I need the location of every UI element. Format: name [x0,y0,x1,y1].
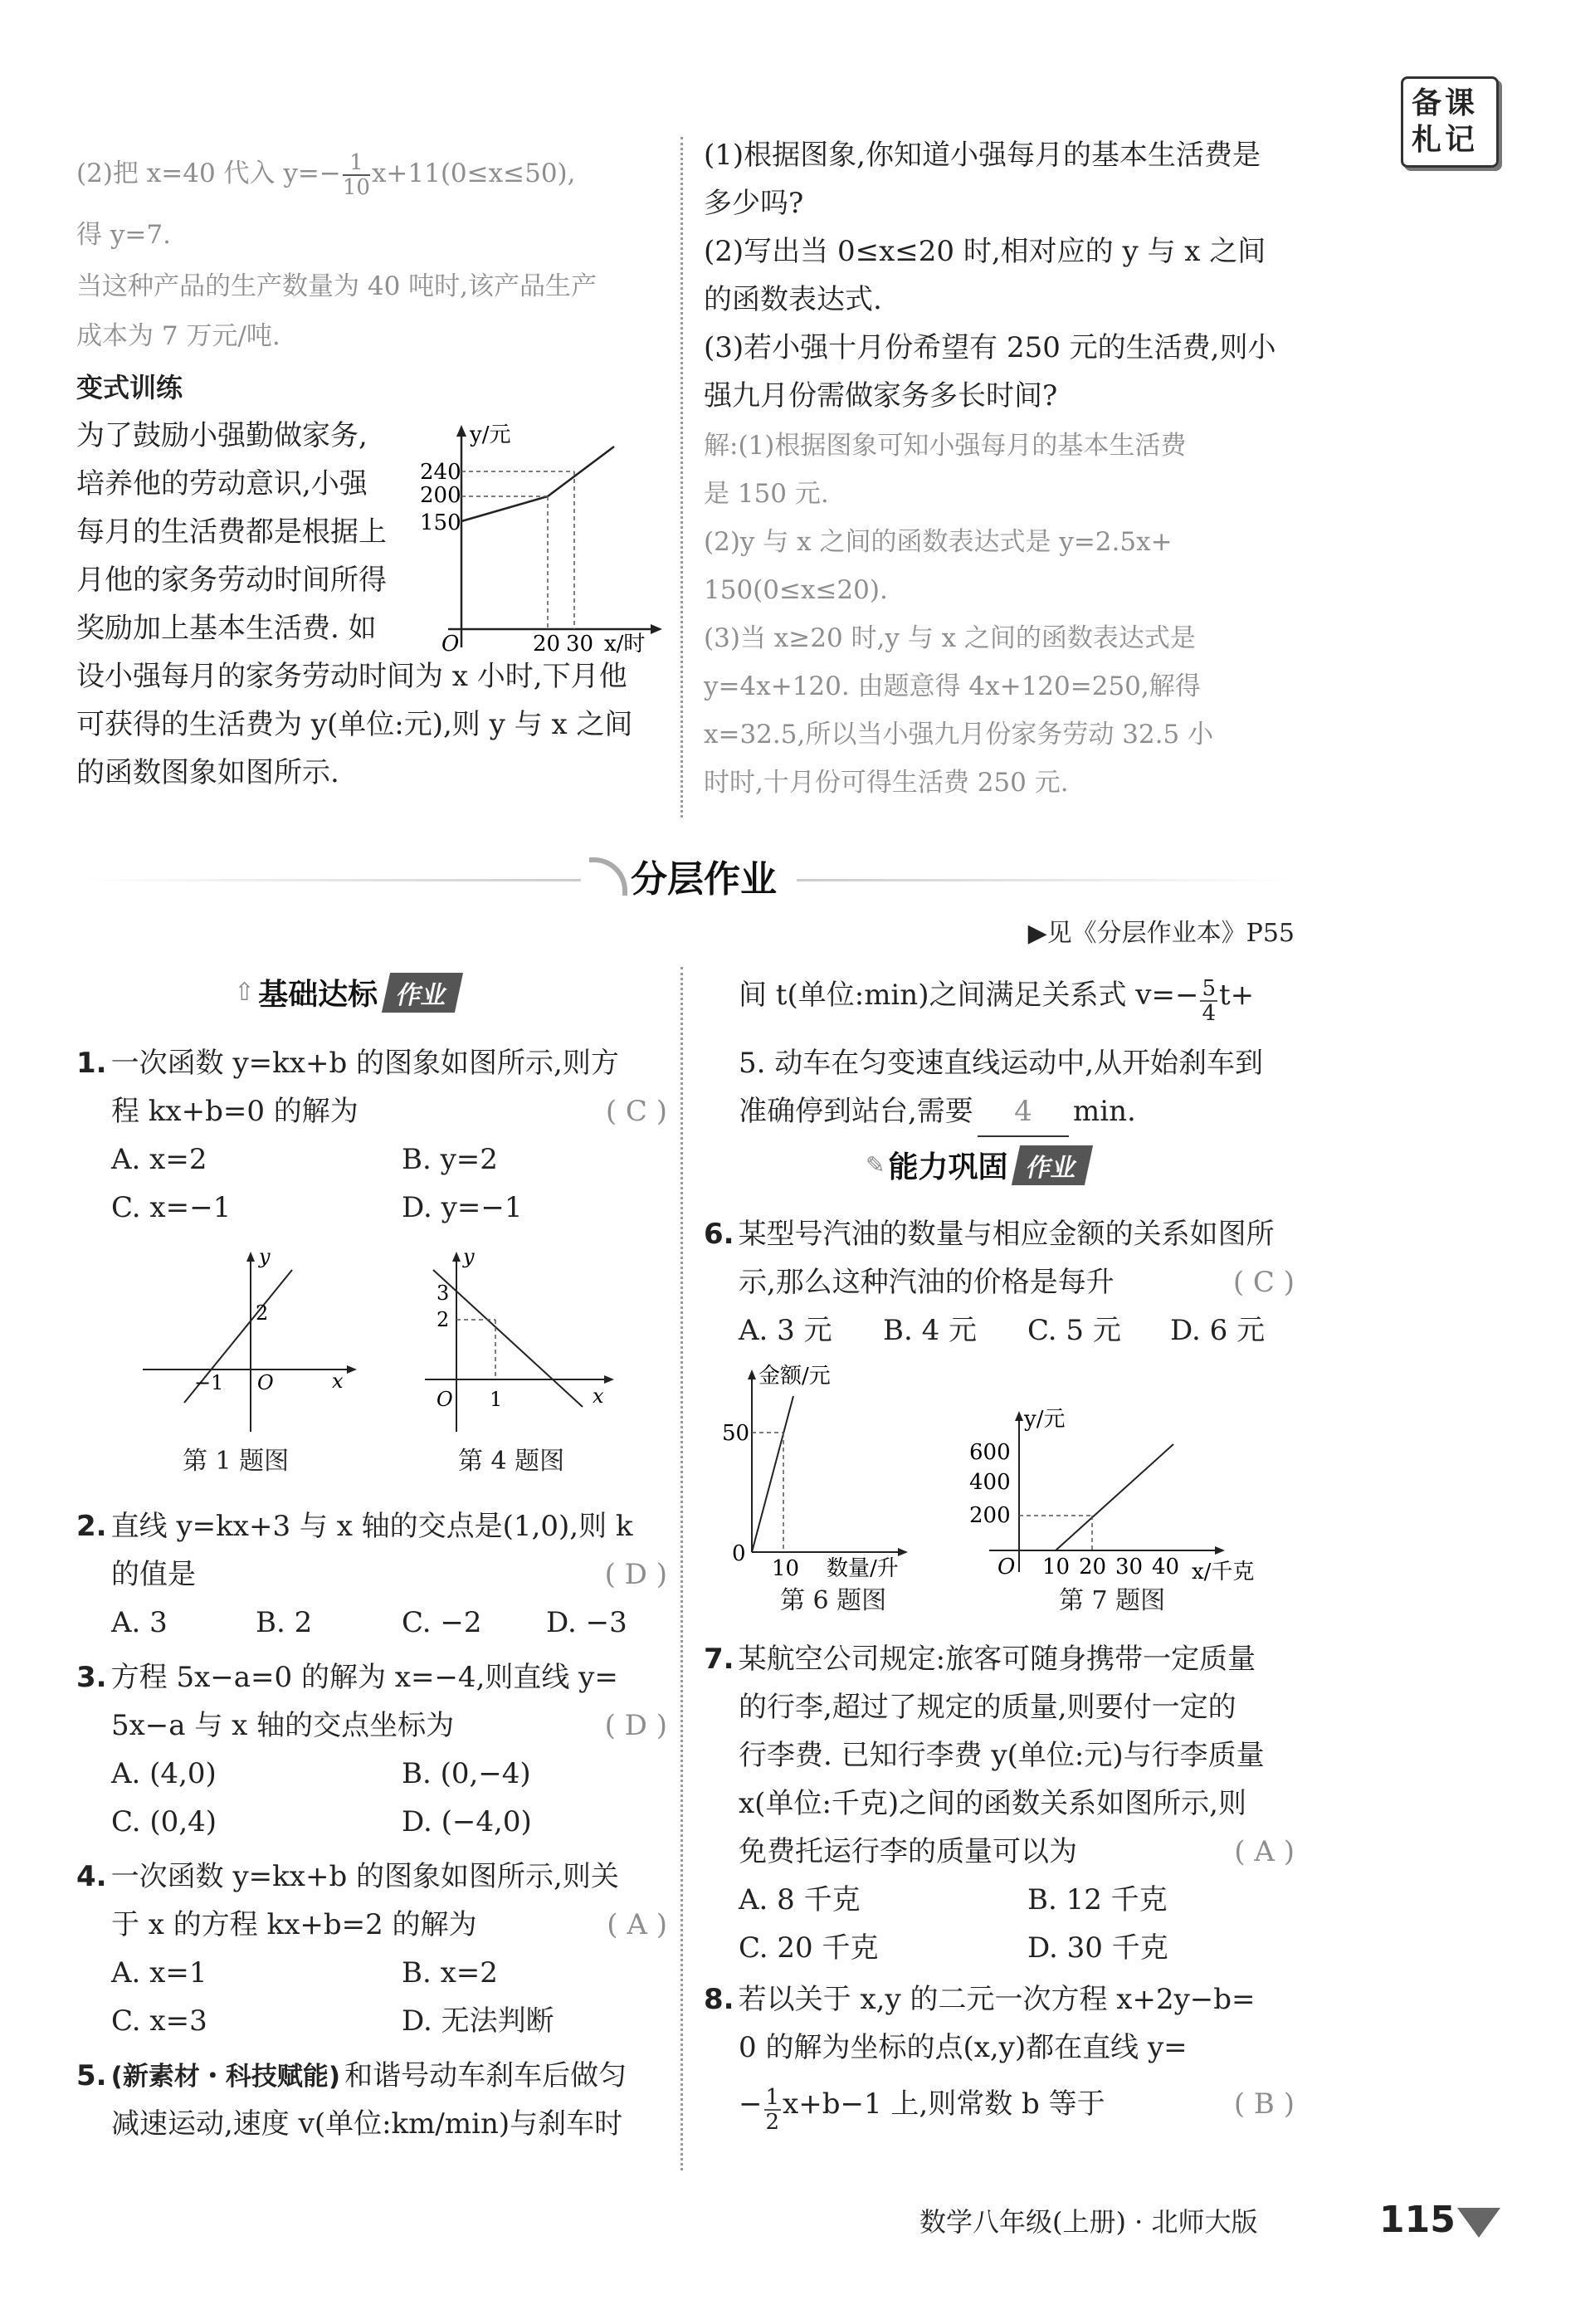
question-number: 7. [704,1643,734,1676]
question-number: 1. [76,1047,107,1080]
basic-section-label [234,971,459,1013]
answer-bracket: ( D ) [604,1558,667,1591]
fraction: $\frac{5}{4}$ [1202,975,1217,1026]
fraction: $\frac{1}{10}$ [342,149,370,200]
x-axis-label: x/千克 [1192,1560,1255,1582]
answer-line: 是 150 元. [704,479,829,509]
answer-bracket: ( C ) [605,1095,667,1128]
answer-blank: 4 [978,1087,1069,1137]
question-text: t+ [1219,979,1255,1012]
question-line: 强九月份需做家务多长时间? [704,379,1058,413]
answer-line: (2)把 x=40 代入 y=− $\frac{1}{10}$ x+11(0≤x≤50), [76,149,576,200]
y-axis-label: y [463,1245,475,1268]
column-divider-top [680,137,683,818]
question-text: 间 t(单位:min)之间满足关系式 v=− [739,979,1199,1012]
option: A. (4,0) [111,1757,217,1790]
page-number: 115 [1379,2199,1456,2241]
q3-options [76,1798,667,1846]
figure-q4 [417,1245,649,1436]
answer-line: 时时,十月份可得生活费 250 元. [704,768,1069,798]
option: D. 无法判断 [402,2004,554,2038]
figure-caption: 第 7 题图 [1059,1586,1166,1615]
y-tick: 2 [437,1308,450,1331]
option: D. 6 元 [1170,1314,1266,1347]
figure-caption: 第 4 题图 [458,1447,565,1476]
x-tick: 1 [490,1388,503,1411]
problem-line: 培养他的劳动意识,小强 [76,467,368,500]
q5-line [76,2052,667,2100]
x-tick: 30 [566,632,594,657]
q6-options [704,1306,1295,1355]
q5-continued [704,1039,1295,1087]
question-line: (2)写出当 0≤x≤20 时,相对应的 y 与 x 之间 [704,235,1266,268]
answer-bracket: ( C ) [1232,1266,1295,1299]
question-text: 行李费. 已知行李费 y(单位:元)与行李质量 [739,1739,1265,1772]
q1-options [76,1135,667,1184]
origin-label: O [441,632,460,657]
y-tick: 50 [722,1421,750,1446]
right-questions [704,963,1295,2175]
question-text: 若以关于 x,y 的二元一次方程 x+2y−b= [738,1983,1256,2016]
answer-line: y=4x+120. 由题意得 4x+120=250,解得 [704,671,1201,701]
option: B. x=2 [402,1956,498,1990]
option: A. x=2 [111,1143,207,1176]
x-axis-label: x [332,1370,344,1393]
question-text: 免费托运行李的质量可以为 [739,1835,1077,1868]
arrow-decoration-icon [1457,2208,1500,2238]
section-title: 分层作业 [631,858,777,901]
column-divider-bottom [680,967,683,2170]
question-line: (3)若小强十月份希望有 250 元的生活费,则小 [704,331,1276,364]
question-text: 0 的解为坐标的点(x,y)都在直线 y= [739,2031,1188,2064]
x-tick: 10 [1042,1555,1071,1579]
option: A. 3 [111,1606,168,1639]
option: B. y=2 [402,1143,498,1176]
corner-stamp-text: 备课札记 [1412,86,1479,157]
option: D. y=−1 [402,1191,523,1224]
answer-bracket: ( D ) [604,1709,667,1742]
origin-label: O [437,1388,453,1411]
q6-line [704,1258,1295,1306]
problem-line: 可获得的生活费为 y(单位:元),则 y 与 x 之间 [76,708,633,741]
q6-line [704,1210,1295,1258]
question-line: (1)根据图象,你知道小强每月的基本生活费是 [704,139,1261,172]
q7-line [704,1731,1295,1780]
q7-options [704,1924,1295,1972]
problem-line: 设小强每月的家务劳动时间为 x 小时,下月他 [76,660,627,693]
q7-options [704,1876,1295,1924]
problem-line: 每月的生活费都是根据上 [76,515,387,549]
y-intercept-label: 2 [256,1301,269,1325]
question-text: 准确停到站台,需要 [739,1095,973,1128]
q8-line [704,1975,1295,2024]
q5-line [76,2100,667,2148]
homework-tag: 作业 [1012,1145,1093,1185]
x-axis-label: 数量/升 [827,1556,899,1577]
section-header [66,851,1295,909]
figure-caption: 第 6 题图 [780,1586,887,1615]
option: D. (−4,0) [402,1805,532,1838]
figure-q7 [969,1408,1293,1582]
section-label-text: 基础达标 [258,978,378,1012]
q4-line [76,1901,667,1949]
question-number: 8. [704,1983,734,2016]
answer-line: 成本为 7 万元/吨. [76,321,280,351]
q1-line [76,1087,667,1135]
x-tick: 20 [1079,1555,1107,1579]
q1-options [76,1184,667,1232]
q4-options [76,1997,667,2045]
q8-line [704,2024,1295,2072]
question-text: 程 kx+b=0 的解为 [111,1095,359,1128]
y-axis-label: y/元 [1024,1408,1066,1432]
x-axis-label: x/时 [604,632,646,657]
x-tick: 40 [1152,1555,1180,1579]
option: C. (0,4) [111,1805,217,1838]
pen-icon: ✎ [866,1151,885,1179]
question-text: 一次函数 y=kx+b 的图象如图所示,则关 [110,1860,619,1893]
option: B. 12 千克 [1027,1883,1168,1916]
question-text: 直线 y=kx+3 与 x 轴的交点是(1,0),则 k [110,1510,633,1543]
option: C. x=−1 [111,1191,232,1224]
arrow-up-icon: ⇧ [234,978,256,1007]
y-tick: 600 [969,1440,1011,1465]
question-line: 的函数表达式. [704,283,882,316]
question-line: 多少吗? [704,187,804,220]
question-number: 3. [76,1661,107,1694]
question-text: 方程 5x−a=0 的解为 x=−4,则直线 y= [110,1661,618,1694]
y-tick: 150 [420,510,461,535]
question-text: min. [1073,1095,1136,1128]
question-text: 5. 动车在匀变速直线运动中,从开始刹车到 [739,1047,1264,1080]
option: A. 8 千克 [739,1883,861,1916]
question-text: 的行李,超过了规定的质量,则要付一定的 [739,1691,1236,1724]
y-axis-label: y [259,1245,271,1268]
answer-line: (2)y 与 x 之间的函数表达式是 y=2.5x+ [704,527,1173,557]
q7-line [704,1635,1295,1683]
footer-book-title: 数学八年级(上册) · 北师大版 [919,2206,1258,2238]
question-number: 6. [704,1218,734,1251]
question-text: 减速运动,速度 v(单位:km/min)与刹车时 [111,2107,623,2141]
origin-label: O [257,1371,274,1394]
option: C. 5 元 [1027,1314,1121,1347]
answer-line: 得 y=7. [76,220,171,250]
q5-continued [704,971,1295,1026]
option: D. −3 [546,1606,627,1639]
q5-continued [704,1087,1295,1135]
answer-line: (3)当 x≥20 时,y 与 x 之间的函数表达式是 [704,623,1196,653]
ability-section-label [866,1144,1089,1186]
option: B. 4 元 [883,1314,978,1347]
homework-tag: 作业 [382,973,463,1013]
answer-line: x=32.5,所以当小强九月份家务劳动 32.5 小 [704,720,1214,749]
x-intercept-label: −1 [194,1371,224,1394]
option: C. 20 千克 [739,1931,879,1965]
question-number: 2. [76,1510,107,1543]
option: A. x=1 [111,1956,207,1990]
answer-bracket: ( A ) [1234,1835,1295,1868]
question-text: 和谐号动车刹车后做匀 [344,2059,627,2092]
q3-line [76,1653,667,1702]
question-tag: (新素材・科技赋能) [110,2062,341,2092]
question-number: 5. [76,2059,107,2092]
question-text: 一次函数 y=kx+b 的图象如图所示,则方 [110,1047,619,1080]
question-text: x+b−1 上,则常数 b 等于 [783,2087,1105,2121]
option: C. −2 [402,1606,482,1639]
question-text: 的值是 [111,1558,196,1591]
y-tick: 3 [437,1282,450,1305]
answer-line: 当这种产品的生产数量为 40 吨时,该产品生产 [76,271,598,301]
question-text: 5x−a 与 x 轴的交点坐标为 [111,1709,455,1742]
figure-q6 [719,1361,943,1577]
section-label-text: 能力巩固 [888,1150,1008,1184]
answer-bracket: ( A ) [607,1908,667,1941]
option: A. 3 元 [739,1314,832,1347]
origin-label: 0 [732,1541,746,1566]
q2-line [76,1550,667,1599]
q7-line [704,1780,1295,1828]
question-text: − [739,2087,763,2121]
answer-line: 150(0≤x≤20). [704,575,888,605]
answer-bracket: ( B ) [1233,2087,1295,2121]
y-tick: 400 [969,1470,1011,1495]
y-tick: 240 [420,460,461,485]
option: B. 2 [256,1606,313,1639]
question-text: 于 x 的方程 kx+b=2 的解为 [111,1908,477,1941]
q7-line [704,1828,1295,1876]
y-tick: 200 [969,1503,1011,1528]
q2-options [76,1599,667,1647]
option: D. 30 千克 [1027,1931,1168,1965]
question-text: 示,那么这种汽油的价格是每升 [739,1266,1115,1299]
problem-line: 的函数图象如图所示. [76,756,339,789]
question-text: x(单位:千克)之间的函数关系如图所示,则 [739,1787,1246,1820]
x-tick: 10 [772,1556,800,1577]
q4-options [76,1949,667,1997]
answer-line: 解:(1)根据图象可知小强每月的基本生活费 [704,431,1187,461]
corner-stamp [1401,76,1499,168]
option: C. x=3 [111,2004,207,2038]
fraction: $\frac{1}{2}$ [765,2084,780,2135]
left-questions [76,1039,667,2168]
figure-q1 [134,1245,367,1436]
problem-line: 月他的家务劳动时间所得 [76,564,387,597]
problem-line: 为了鼓励小强勤做家务, [76,419,368,452]
variant-graph [415,415,664,664]
x-tick: 30 [1115,1555,1144,1579]
y-axis-label: y/元 [470,422,511,447]
x-tick: 20 [533,632,561,657]
workbook-reference: ▶见《分层作业本》P55 [1027,919,1295,948]
q2-line [76,1502,667,1550]
origin-label: O [997,1555,1016,1579]
question-text: 某航空公司规定:旅客可随身携带一定质量 [738,1643,1256,1676]
q7-line [704,1683,1295,1731]
q1-line [76,1039,667,1087]
question-number: 4. [76,1860,107,1893]
y-axis-label: 金额/元 [758,1364,831,1389]
figure-caption: 第 1 题图 [183,1447,290,1476]
q8-line [704,2080,1295,2135]
q3-line [76,1702,667,1750]
q3-options [76,1750,667,1798]
problem-line: 奖励加上基本生活费. 如 [76,612,377,645]
x-axis-label: x [593,1384,604,1408]
q4-line [76,1853,667,1901]
y-tick: 200 [420,483,461,508]
variant-title: 变式训练 [76,372,183,403]
question-text: 某型号汽油的数量与相应金额的关系如图所 [738,1218,1275,1251]
option: B. (0,−4) [402,1757,531,1790]
